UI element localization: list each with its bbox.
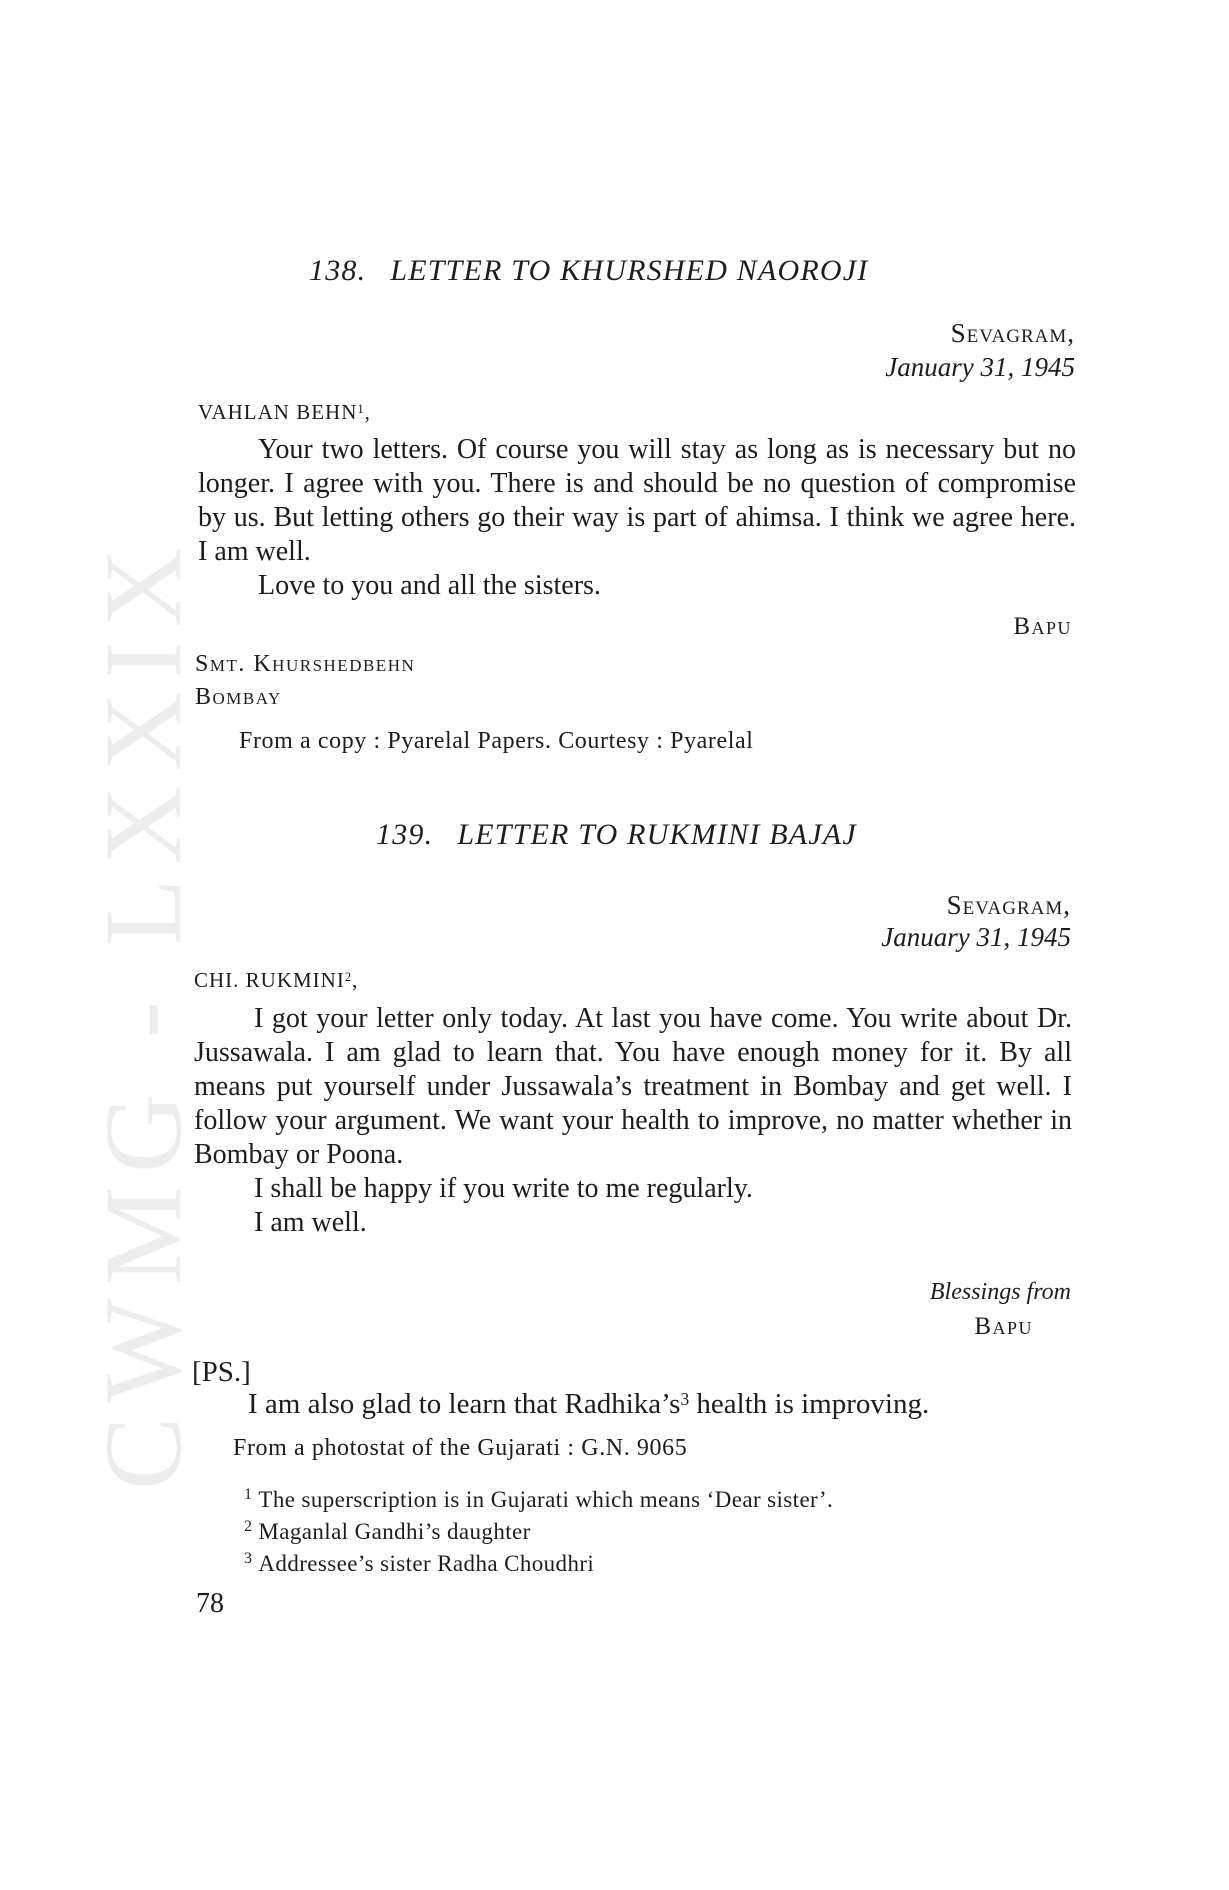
letter-139-ps-label: [PS.] <box>192 1356 251 1388</box>
addressee-name: Smt. Khurshedbehn <box>195 651 416 677</box>
footnote-ref-2: 2 <box>344 970 353 985</box>
letter-139-heading <box>376 818 857 852</box>
letter-139-paragraph-2: I shall be happy if you write to me regularly. <box>254 1173 753 1204</box>
ps-text-before: I am also glad to learn that Radhika’s <box>248 1388 681 1420</box>
letter-139-date: January 31, 1945 <box>881 922 1071 952</box>
letter-138-place: Sevagram, <box>950 318 1075 348</box>
letter-139-salutation: CHI. RUKMINI$^2$, <box>194 968 359 992</box>
ps-text-after: health is improving. <box>689 1388 930 1420</box>
letter-138-body <box>198 433 1076 603</box>
letter-138-addressee <box>195 648 415 714</box>
letter-139-body <box>194 1002 1072 1240</box>
footnote-ref-1: 1 <box>357 402 365 417</box>
page-number: 78 <box>196 1588 224 1619</box>
footnote-mark: 2 <box>244 1518 253 1535</box>
letter-138-paragraph-1: Your two letters. Of course you will stay as long as is necessary but no longer. I agree with you. There is and should be no question of compromise by us. But letting others go their way is part of ahimsa. I think we agree here. I am well. <box>198 434 1076 567</box>
letter-138-source: From a copy : Pyarelal Papers. Courtesy : Pyarelal <box>239 728 754 754</box>
letter-139-blessings: Blessings from <box>929 1279 1071 1305</box>
watermark-text: CWMG - LXXIX <box>82 533 204 1490</box>
letter-138-salutation: VAHLAN BEHN$^1$, <box>198 400 371 424</box>
footnotes <box>244 1485 833 1581</box>
addressee-city: Bombay <box>195 684 282 710</box>
footnote-ref-3: 3 <box>680 1389 690 1410</box>
letter-138-paragraph-2: Love to you and all the sisters. <box>258 570 601 601</box>
footnote-2 <box>244 1517 833 1549</box>
letter-139-paragraph-3: I am well. <box>254 1207 367 1238</box>
letter-138-number: 138. <box>309 254 367 287</box>
footnote-1 <box>244 1485 833 1517</box>
letter-138-heading <box>309 254 868 288</box>
letter-139-signature: Bapu <box>974 1313 1033 1340</box>
letter-139-number: 139. <box>376 818 434 851</box>
letter-139-ps-text <box>248 1388 929 1421</box>
salutation-text: VAHLAN BEHN <box>198 400 358 424</box>
letter-139-paragraph-1: I got your letter only today. At last you have come. You write about Dr. Jussawala. I am glad to learn that. You have enough money for it. By all means put yourself under Jussawala’s treatment in Bombay and get well. I follow your argument. We want your health to improve, no matter whether in Bombay or Poona. <box>194 1003 1072 1170</box>
footnote-text: The superscription is in Gujarati which means ‘Dear sister’. <box>258 1487 834 1512</box>
salutation-text: CHI. RUKMINI <box>194 968 345 992</box>
letter-139-title: LETTER TO RUKMINI BAJAJ <box>457 818 857 851</box>
footnote-mark: 3 <box>244 1550 253 1567</box>
letter-138-title: LETTER TO KHURSHED NAOROJI <box>390 254 869 287</box>
letter-139-source: From a photostat of the Gujarati : G.N. 9065 <box>233 1435 688 1461</box>
footnote-mark: 1 <box>244 1486 253 1503</box>
footnote-3 <box>244 1549 833 1581</box>
footnote-text: Addressee’s sister Radha Choudhri <box>258 1551 595 1576</box>
letter-138-date: January 31, 1945 <box>885 352 1075 382</box>
letter-139-place: Sevagram, <box>946 890 1071 920</box>
footnote-text: Maganlal Gandhi’s daughter <box>258 1519 531 1544</box>
letter-138-signature: Bapu <box>1013 613 1072 640</box>
